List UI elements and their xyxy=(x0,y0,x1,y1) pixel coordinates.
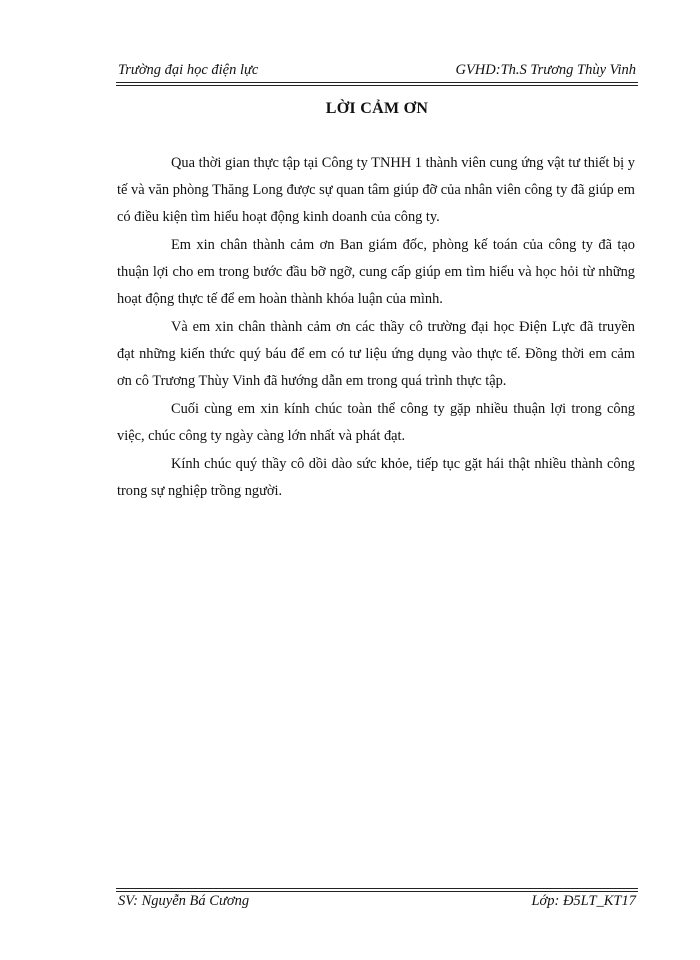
paragraph: Và em xin chân thành cảm ơn các thầy cô trường đại học Điện Lực đã truyền đạt những kiến thức quý báu để em có tư liệu ứng dụng vào thực tế. Đồng thời em cảm ơn cô Trương Thùy Vinh đã hướng dẫn em trong quá trình thực tập. xyxy=(117,319,635,389)
page-title: LỜI CẢM ƠN xyxy=(325,100,429,117)
header-supervisor: GVHD:Th.S Trương Thùy Vinh xyxy=(455,62,636,78)
footer-rule xyxy=(116,888,638,889)
paragraph: Cuối cùng em xin kính chúc toàn thể công ty gặp nhiều thuận lợi trong công việc, chúc công ty ngày càng lớn nhất và phát đạt. xyxy=(117,401,635,444)
paragraph: Kính chúc quý thầy cô dồi dào sức khỏe, tiếp tục gặt hái thật nhiều thành công trong sự nghiệp trồng người. xyxy=(117,456,635,499)
footer-student: SV: Nguyễn Bá Cương xyxy=(118,893,250,909)
paragraph: Em xin chân thành cảm ơn Ban giám đốc, phòng kế toán của công ty đã tạo thuận lợi cho em trong bước đầu bỡ ngỡ, cung cấp giúp em tìm hiểu và học hỏi từ những hoạt động thực tế để em hoàn thành khóa luận của mình. xyxy=(117,237,635,307)
header-school: Trường đại học điện lực xyxy=(118,62,259,78)
acknowledgement-body xyxy=(117,150,635,506)
paragraph: Qua thời gian thực tập tại Công ty TNHH 1 thành viên cung ứng vật tư thiết bị y tế và văn phòng Thăng Long được sự quan tâm giúp đỡ của nhân viên công ty đã giúp em có điều kiện tìm hiểu hoạt động kinh doanh của công ty. xyxy=(117,155,635,225)
page-header xyxy=(116,62,638,84)
header-rule-double xyxy=(116,85,638,86)
page-footer xyxy=(116,893,638,915)
footer-rule-double xyxy=(116,891,638,892)
header-rule xyxy=(116,82,638,83)
footer-class: Lớp: Đ5LT_KT17 xyxy=(531,893,636,909)
